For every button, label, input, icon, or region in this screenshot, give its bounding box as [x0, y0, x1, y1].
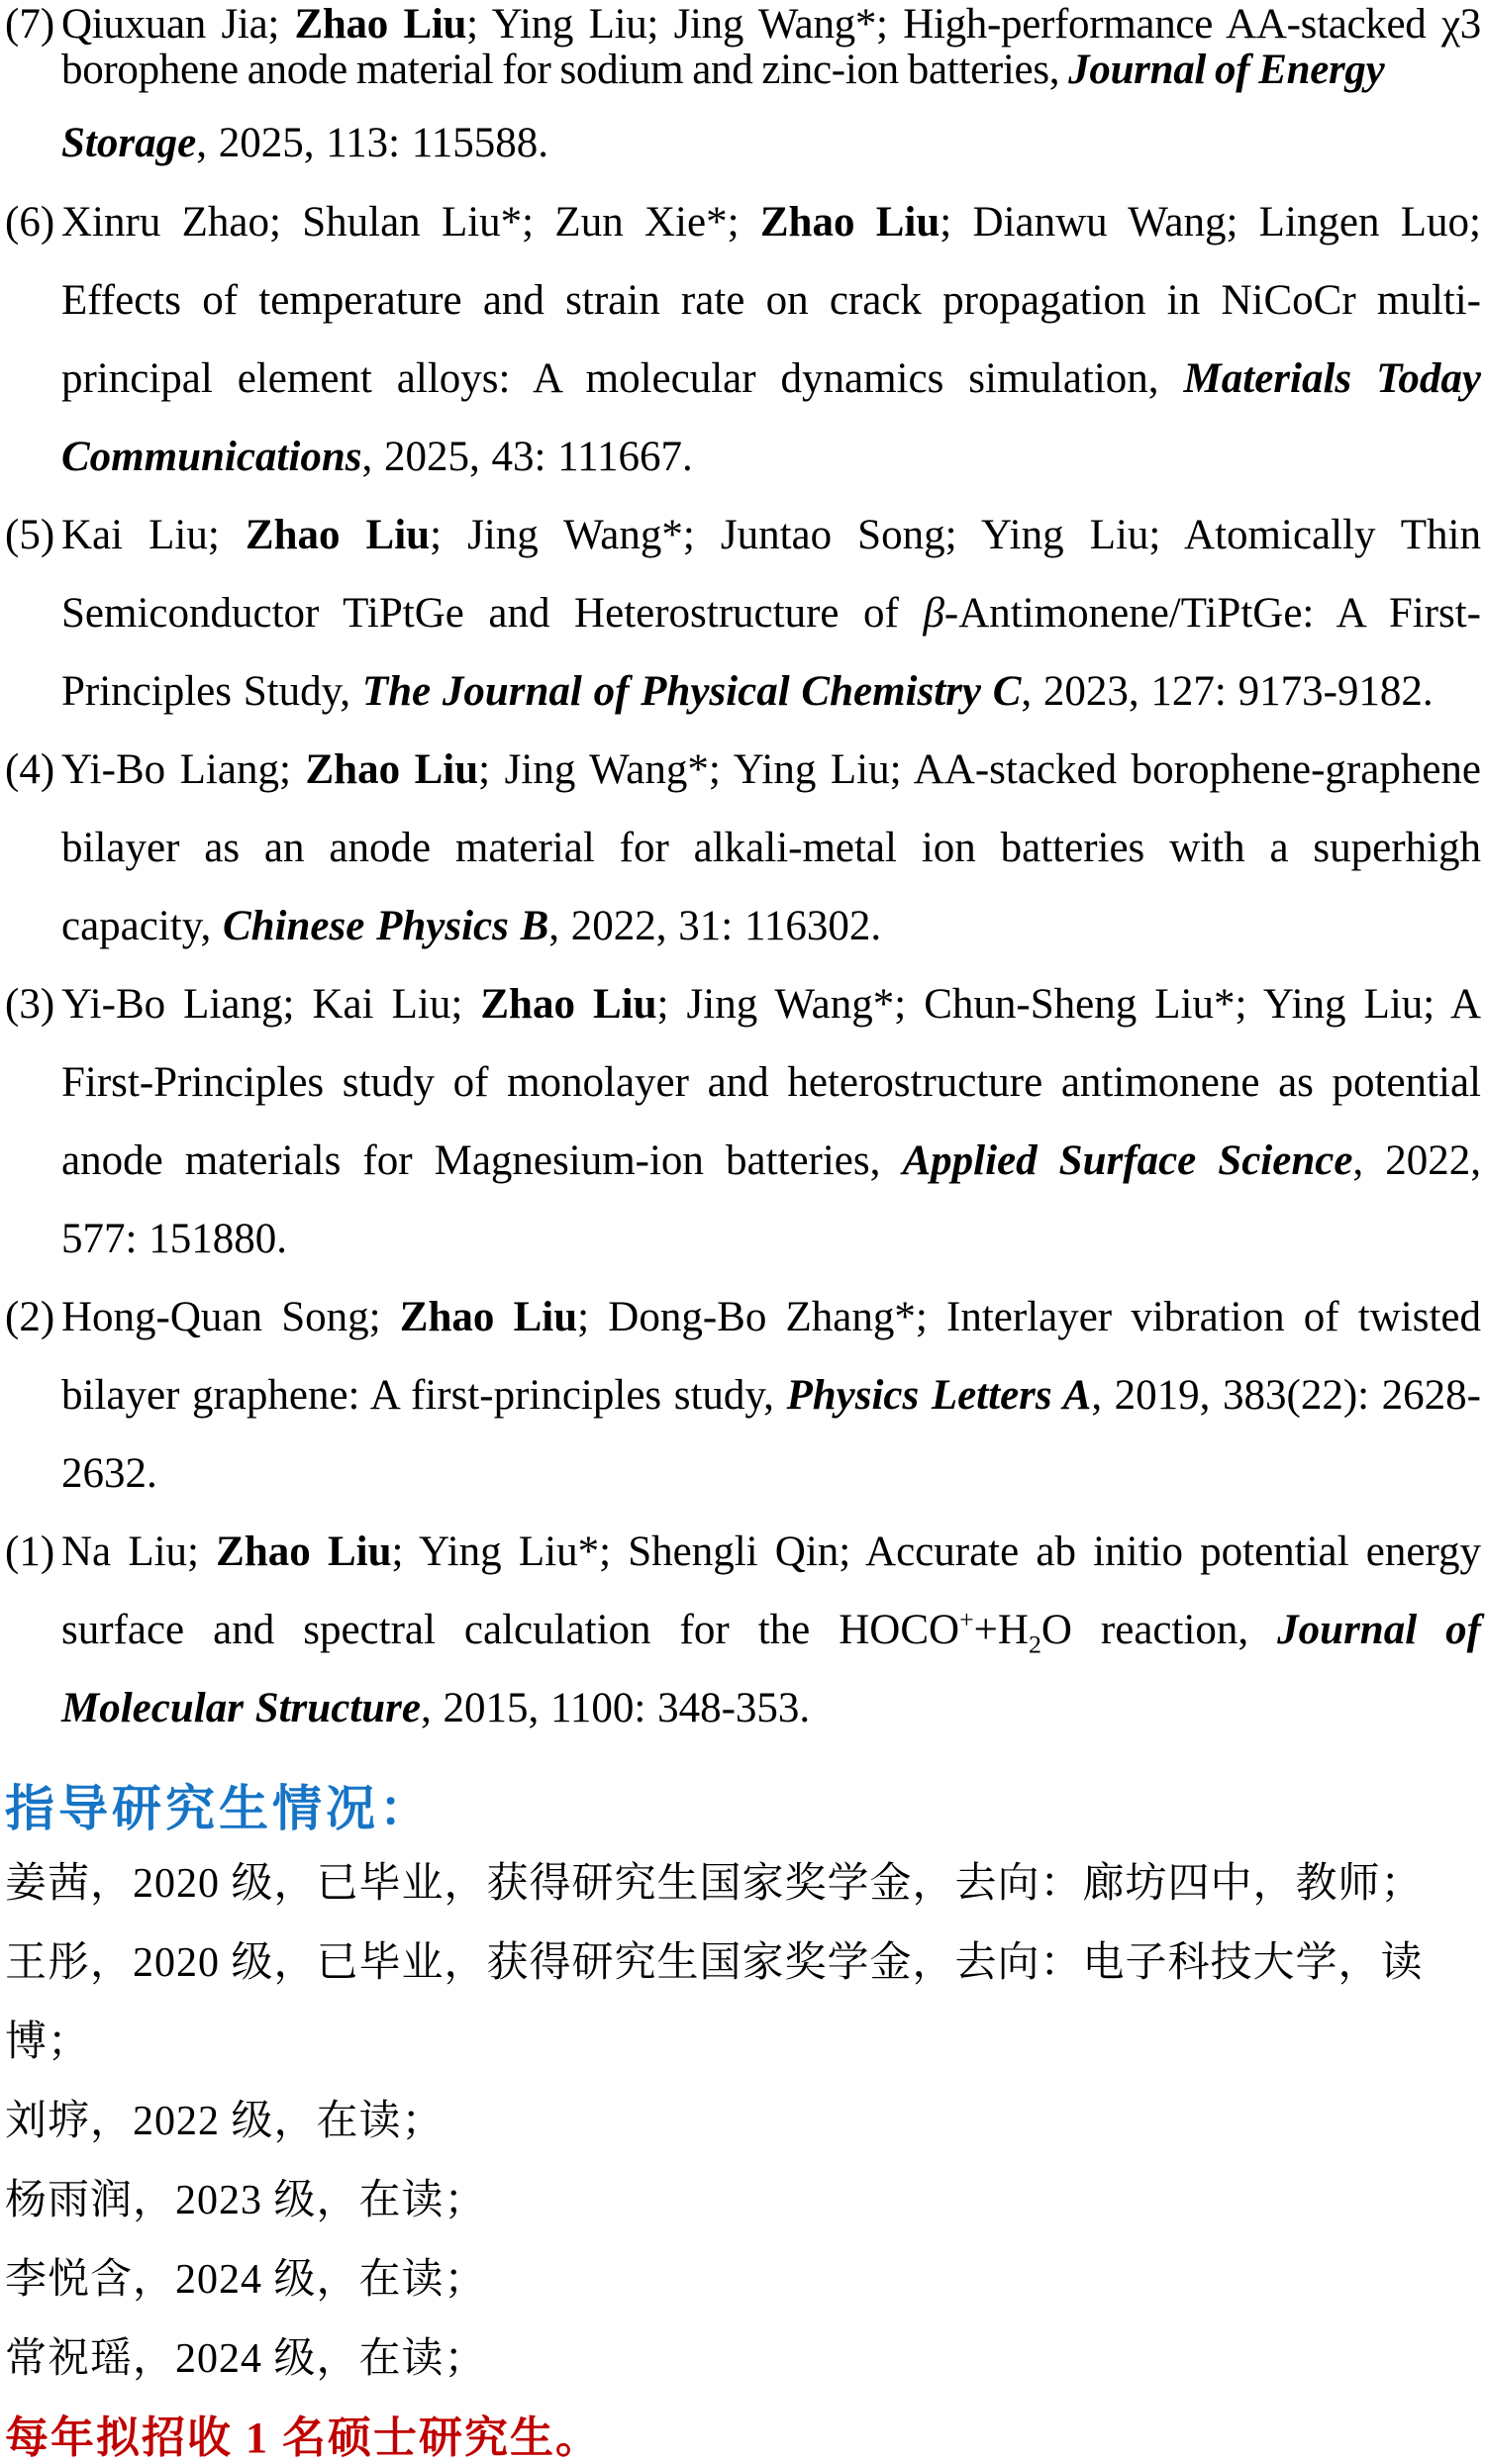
publication-item: [5, 2, 1481, 166]
publication-text-tail: Storage, 2025, 113: 115588.: [61, 120, 548, 166]
publication-number: (7): [5, 1, 55, 48]
publication-item: [5, 731, 1481, 965]
publication-number: (6): [5, 199, 55, 246]
publication-number: (2): [5, 1294, 55, 1340]
publication-text: Hong-Quan Song; Zhao Liu; Dong-Bo Zhang*; Interlayer vibration of twisted bilayer graphene: A first-principles study, Physics Letters A, 2019, 383(22): 2628-2632.: [61, 1294, 1482, 1497]
student-record: 王彤，2020 级，已毕业，获得研究生国家奖学金，去向：电子科技大学，读博；: [5, 1940, 1424, 2065]
student-record: 李悦含，2024 级，在读；: [5, 2257, 487, 2303]
publication-item: [5, 496, 1481, 731]
publication-text: Na Liu; Zhao Liu; Ying Liu*; Shengli Qin; Accurate ab initio potential energy surface and spectral calculation for the $HOCO^++H_2O$ reaction, Journal of Molecular Structure, 2015, 1100: 348-353.: [61, 1528, 1481, 1731]
publication-number: (3): [5, 981, 55, 1028]
student-record: 常祝瑶，2024 级，在读；: [5, 2336, 487, 2382]
publication-text: Yi-Bo Liang; Kai Liu; Zhao Liu; Jing Wang*; Chun-Sheng Liu*; Ying Liu; A First-Principles study of monolayer and heterostructure antimonene as potential anode materials for Magnesium-ion batteries, Applied Surface Science, 2022, 577: 151880.: [61, 981, 1481, 1262]
publication-text: Kai Liu; Zhao Liu; Jing Wang*; Juntao Song; Ying Liu; Atomically Thin Semiconductor TiPtGe and Heterostructure of β-Antimonene/TiPtGe: A First-Principles Study, The Journal of Physical Chemistry C, 2023, 127: 9173-9182.: [61, 512, 1482, 715]
publication-number: (1): [5, 1528, 55, 1575]
publication-item: [5, 965, 1481, 1278]
publication-text: Yi-Bo Liang; Zhao Liu; Jing Wang*; Ying Liu; AA-stacked borophene-graphene bilayer as an anode material for alkali-metal ion batteries with a superhigh capacity, Chinese Physics B, 2022, 31: 116302.: [61, 746, 1482, 949]
student-record: 姜茜，2020 级，已毕业，获得研究生国家奖学金，去向：廊坊四中，教师；: [5, 1861, 1424, 1907]
supervision-heading: 指导研究生情况：: [5, 1781, 433, 1836]
publication-list: [5, 2, 1481, 1747]
publication-text: Xinru Zhao; Shulan Liu*; Zun Xie*; Zhao Liu; Dianwu Wang; Lingen Luo; Effects of temperature and strain rate on crack propagation in NiCoCr multi-principal element alloys: A molecular dynamics simulation, Materials Today Communications, 2025, 43: 111667.: [61, 199, 1482, 480]
publication-item: [5, 1513, 1481, 1747]
student-record: 刘垿，2022 级，在读；: [5, 2099, 445, 2144]
student-record: 杨雨润，2023 级，在读；: [5, 2178, 487, 2223]
recruitment-note: 每年拟招收 1 名硕士研究生。: [5, 2414, 601, 2462]
publication-item: [5, 1278, 1481, 1513]
publication-number: (5): [5, 512, 55, 558]
student-list: [5, 1844, 1481, 2399]
publication-number: (4): [5, 746, 55, 793]
publication-item: [5, 183, 1481, 496]
publication-text: Qiuxuan Jia; Zhao Liu; Ying Liu; Jing Wang*; High-performance AA-stacked χ3 borophene anode material for sodium and zinc-ion batteries, Journal of Energy: [61, 1, 1481, 93]
